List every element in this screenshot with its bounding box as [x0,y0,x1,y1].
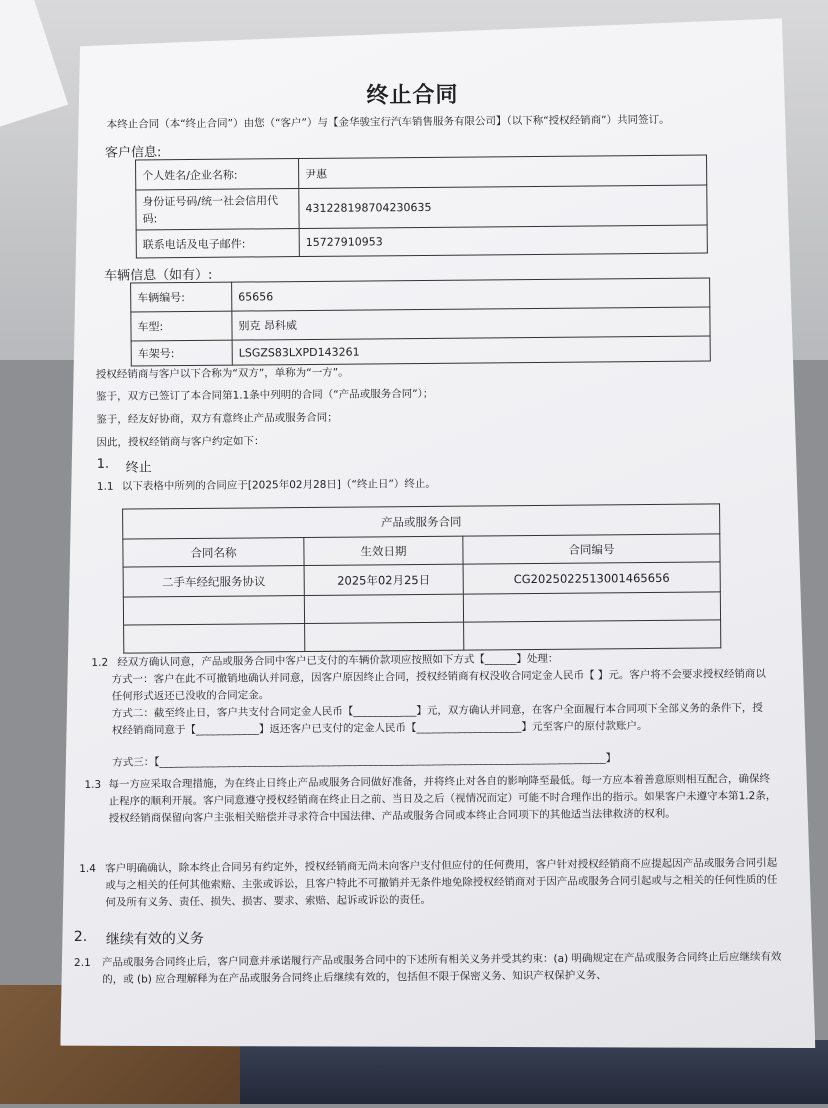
preamble-parties: 授权经销商与客户以下合称为“双方”，单称为“一方”。 [95,366,349,381]
preamble-therefore: 因此，授权经销商与客户约定如下： [96,435,265,449]
clause-1-3-number: 1.3 [84,778,102,791]
section-1-title: 终止 [125,460,152,476]
clause-1-1-number: 1.1 [96,480,114,493]
vehicle-model-label: 车型: [131,311,232,341]
section-2-number: 2. [73,928,88,946]
customer-contact-label: 联系电话及电子邮件: [136,229,299,258]
cell-effective-date: 2025年02月25日 [304,564,463,595]
vehicle-section-label: 车辆信息（如有）: [103,267,213,284]
clause-1-2-text: 经双方确认同意，产品或服务合同中客户已支付的车辆价款项应按照如下方式【______】处理： [117,652,559,669]
vehicle-model-value: 别克 昂科威 [232,307,710,340]
clause-1-4-text: 客户明确确认，除本终止合同另有约定外，授权经销商无尚未向客户支付但应付的任何费用，客户针对授权经销商不应提起因产品或服务合同引起或与之相关的任何其他索赔、主张或诉讼，且客户特此不可撤销并无条件地免除授权经销商对于因产品或服务合同引起或与之相关的任何性质的任何及所有义务、责任、损失、损害、要求、索赔、起诉或诉讼的责任。 [105,856,778,909]
vehicle-vin-value: LSGZS83LXPD143261 [232,336,710,365]
customer-id-label: 身份证号码/统一社会信用代码: [136,189,299,230]
table-row [124,620,721,653]
clause-2-1-number: 2.1 [73,956,91,970]
clause-1-1-text: 以下表格中所列的合同应于[2025年02月28日]（“终止日”）终止。 [121,477,436,493]
header-contract-name: 合同名称 [123,538,304,568]
clause-1-2-option-2: 方式二：截至终止日，客户共支付合同定金人民币【____________】元，双方确认并同意，在客户全面履行本合同项下全部义务的条件下，授权经销商同意于【____________】返还客户已支付的定金人民币【____________________】元至客户的原付款账户。 [111,702,763,737]
clause-1-3-text: 每一方应采取合理措施，为在终止日终止产品或服务合同做好准备，并将终止对各自的影响降至最低。每一方应本着善意原则相互配合，确保终止程序的顺利开展。客户同意遵守授权经销商在终止日之前、当日及之后（视情况而定）可能不时合理作出的指示。如果客户未遵守本第1.2条，授权经销商保留向客户主张相关赔偿并寻求符合中国法律、产品或服务合同或本终止合同项下的其他适当法律救济的权利。 [108,772,777,825]
vehicle-number-label: 车辆编号: [131,282,232,312]
cell-contract-name: 二手车经纪服务协议 [123,566,304,598]
customer-name-value: 尹惠 [299,155,707,189]
clause-1-2-option-3: 方式三：【_____________________________________________________________________________________】 [112,752,617,769]
clause-2-1-text: 产品或服务合同终止后，客户同意并承诺履行产品或服务合同中的下述所有相关义务并受其约束：(a) 明确规定在产品或服务合同终止后应继续有效的，或 (b) 应合理解释为在产品或服务合同终止后继续有效的，包括但不限于保密义务、知识产权保护义务、 [101,950,782,986]
customer-id-value: 431228198704230635 [299,185,707,229]
document-title: 终止合同 [366,82,459,109]
table-row [136,225,707,258]
table-row [131,336,710,366]
customer-name-label: 个人姓名/企业名称: [136,159,299,190]
contract-table-caption: 产品或服务合同 [123,504,720,539]
cell-contract-number: CG2025022513001465656 [463,562,720,594]
table-row [136,155,707,190]
section-2-title: 继续有效的义务 [105,930,204,948]
customer-info-table [135,154,708,258]
contract-table [122,503,721,653]
clause-1-2-option-1: 方式一：客户在此不可撤销地确认并同意，因客户原因终止合同，授权经销商有权没收合同定金人民币【 】元。客户将不会要求授权经销商以任何形式返还已没收的合同定金。 [111,667,766,703]
clause-1-2-number: 1.2 [91,656,109,669]
customer-contact-value: 15727910953 [299,225,707,257]
preamble-whereas-1: 鉴于，双方已签订了本合同第1.1条中列明的合同（“产品或服务合同”）； [96,387,434,403]
header-effective-date: 生效日期 [304,536,463,565]
intro-text: 本终止合同（本“终止合同”）由您（“客户”）与【金华骏宝行汽车销售服务有限公司】（以下称“授权经销商”）共同签订。 [106,113,670,131]
customer-section-label: 客户信息: [104,145,162,161]
section-1-number: 1. [96,456,110,472]
vehicle-number-value: 65656 [232,278,710,311]
header-contract-number: 合同编号 [463,534,720,564]
vehicle-vin-label: 车架号: [131,340,232,366]
clause-1-4-number: 1.4 [79,862,96,875]
vehicle-info-table [130,277,711,366]
preamble-whereas-2: 鉴于，经友好协商，双方有意终止产品或服务合同； [96,411,338,426]
table-row [136,185,707,230]
